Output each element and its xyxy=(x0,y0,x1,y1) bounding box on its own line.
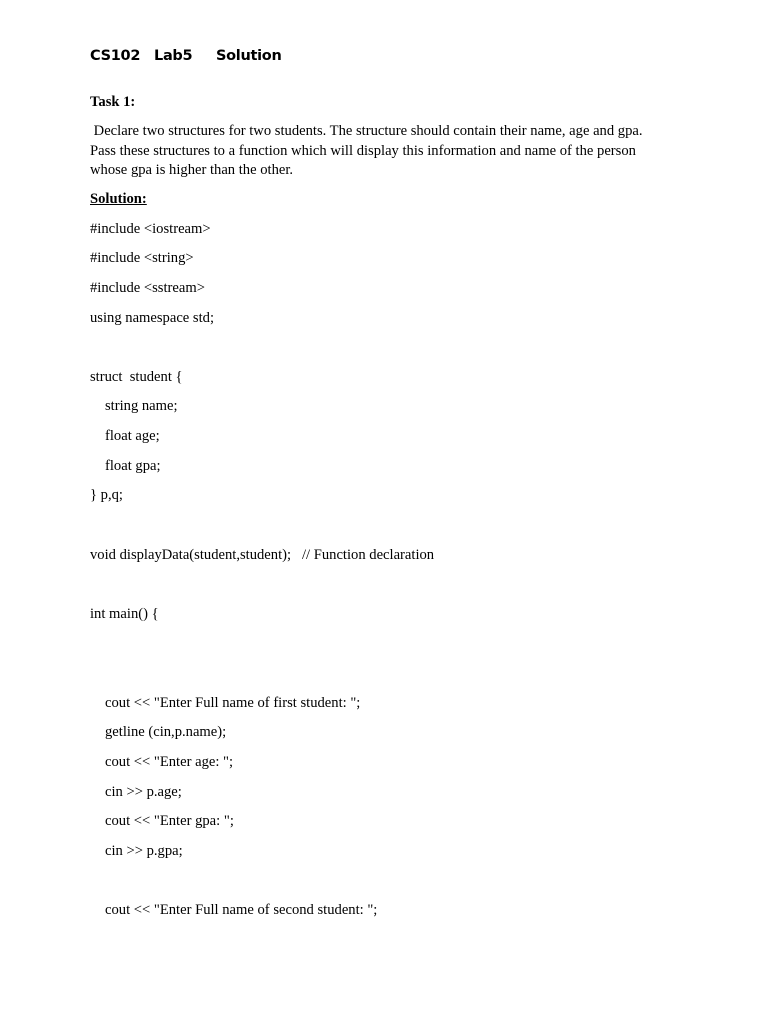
document-header xyxy=(90,48,281,64)
code-line: cout << "Enter gpa: "; xyxy=(105,813,234,829)
code-line: cin >> p.gpa; xyxy=(105,843,183,859)
code-line: cout << "Enter Full name of first student: "; xyxy=(105,695,361,711)
code-line: using namespace std; xyxy=(90,310,215,326)
course-code: CS102 xyxy=(90,48,141,64)
code-line: #include <string> xyxy=(90,250,194,266)
code-line: cout << "Enter age: "; xyxy=(105,754,234,770)
code-line: #include <sstream> xyxy=(90,280,205,296)
code-line: float gpa; xyxy=(105,458,161,474)
code-line: void displayData(student,student); // Function declaration xyxy=(90,547,435,563)
code-line: float age; xyxy=(105,428,160,444)
code-line: cout << "Enter Full name of second student: "; xyxy=(105,902,378,918)
task-heading: Task 1: xyxy=(90,94,136,110)
code-line: getline (cin,p.name); xyxy=(105,724,227,740)
code-line: #include <iostream> xyxy=(90,221,211,237)
code-line: cin >> p.age; xyxy=(105,784,182,800)
header-title: Solution xyxy=(216,48,282,64)
code-line: } p,q; xyxy=(90,487,123,503)
solution-label: Solution: xyxy=(90,191,147,207)
code-line: string name; xyxy=(105,398,178,414)
lab-number: Lab5 xyxy=(154,48,193,64)
task-description: Declare two structures for two students. The structure should contain their name, age and gpa. Pass these structures to a function which will display this information and name of the person whose gpa is higher than the other. xyxy=(90,123,647,178)
code-line: struct student { xyxy=(90,369,183,385)
code-line: int main() { xyxy=(90,606,159,622)
